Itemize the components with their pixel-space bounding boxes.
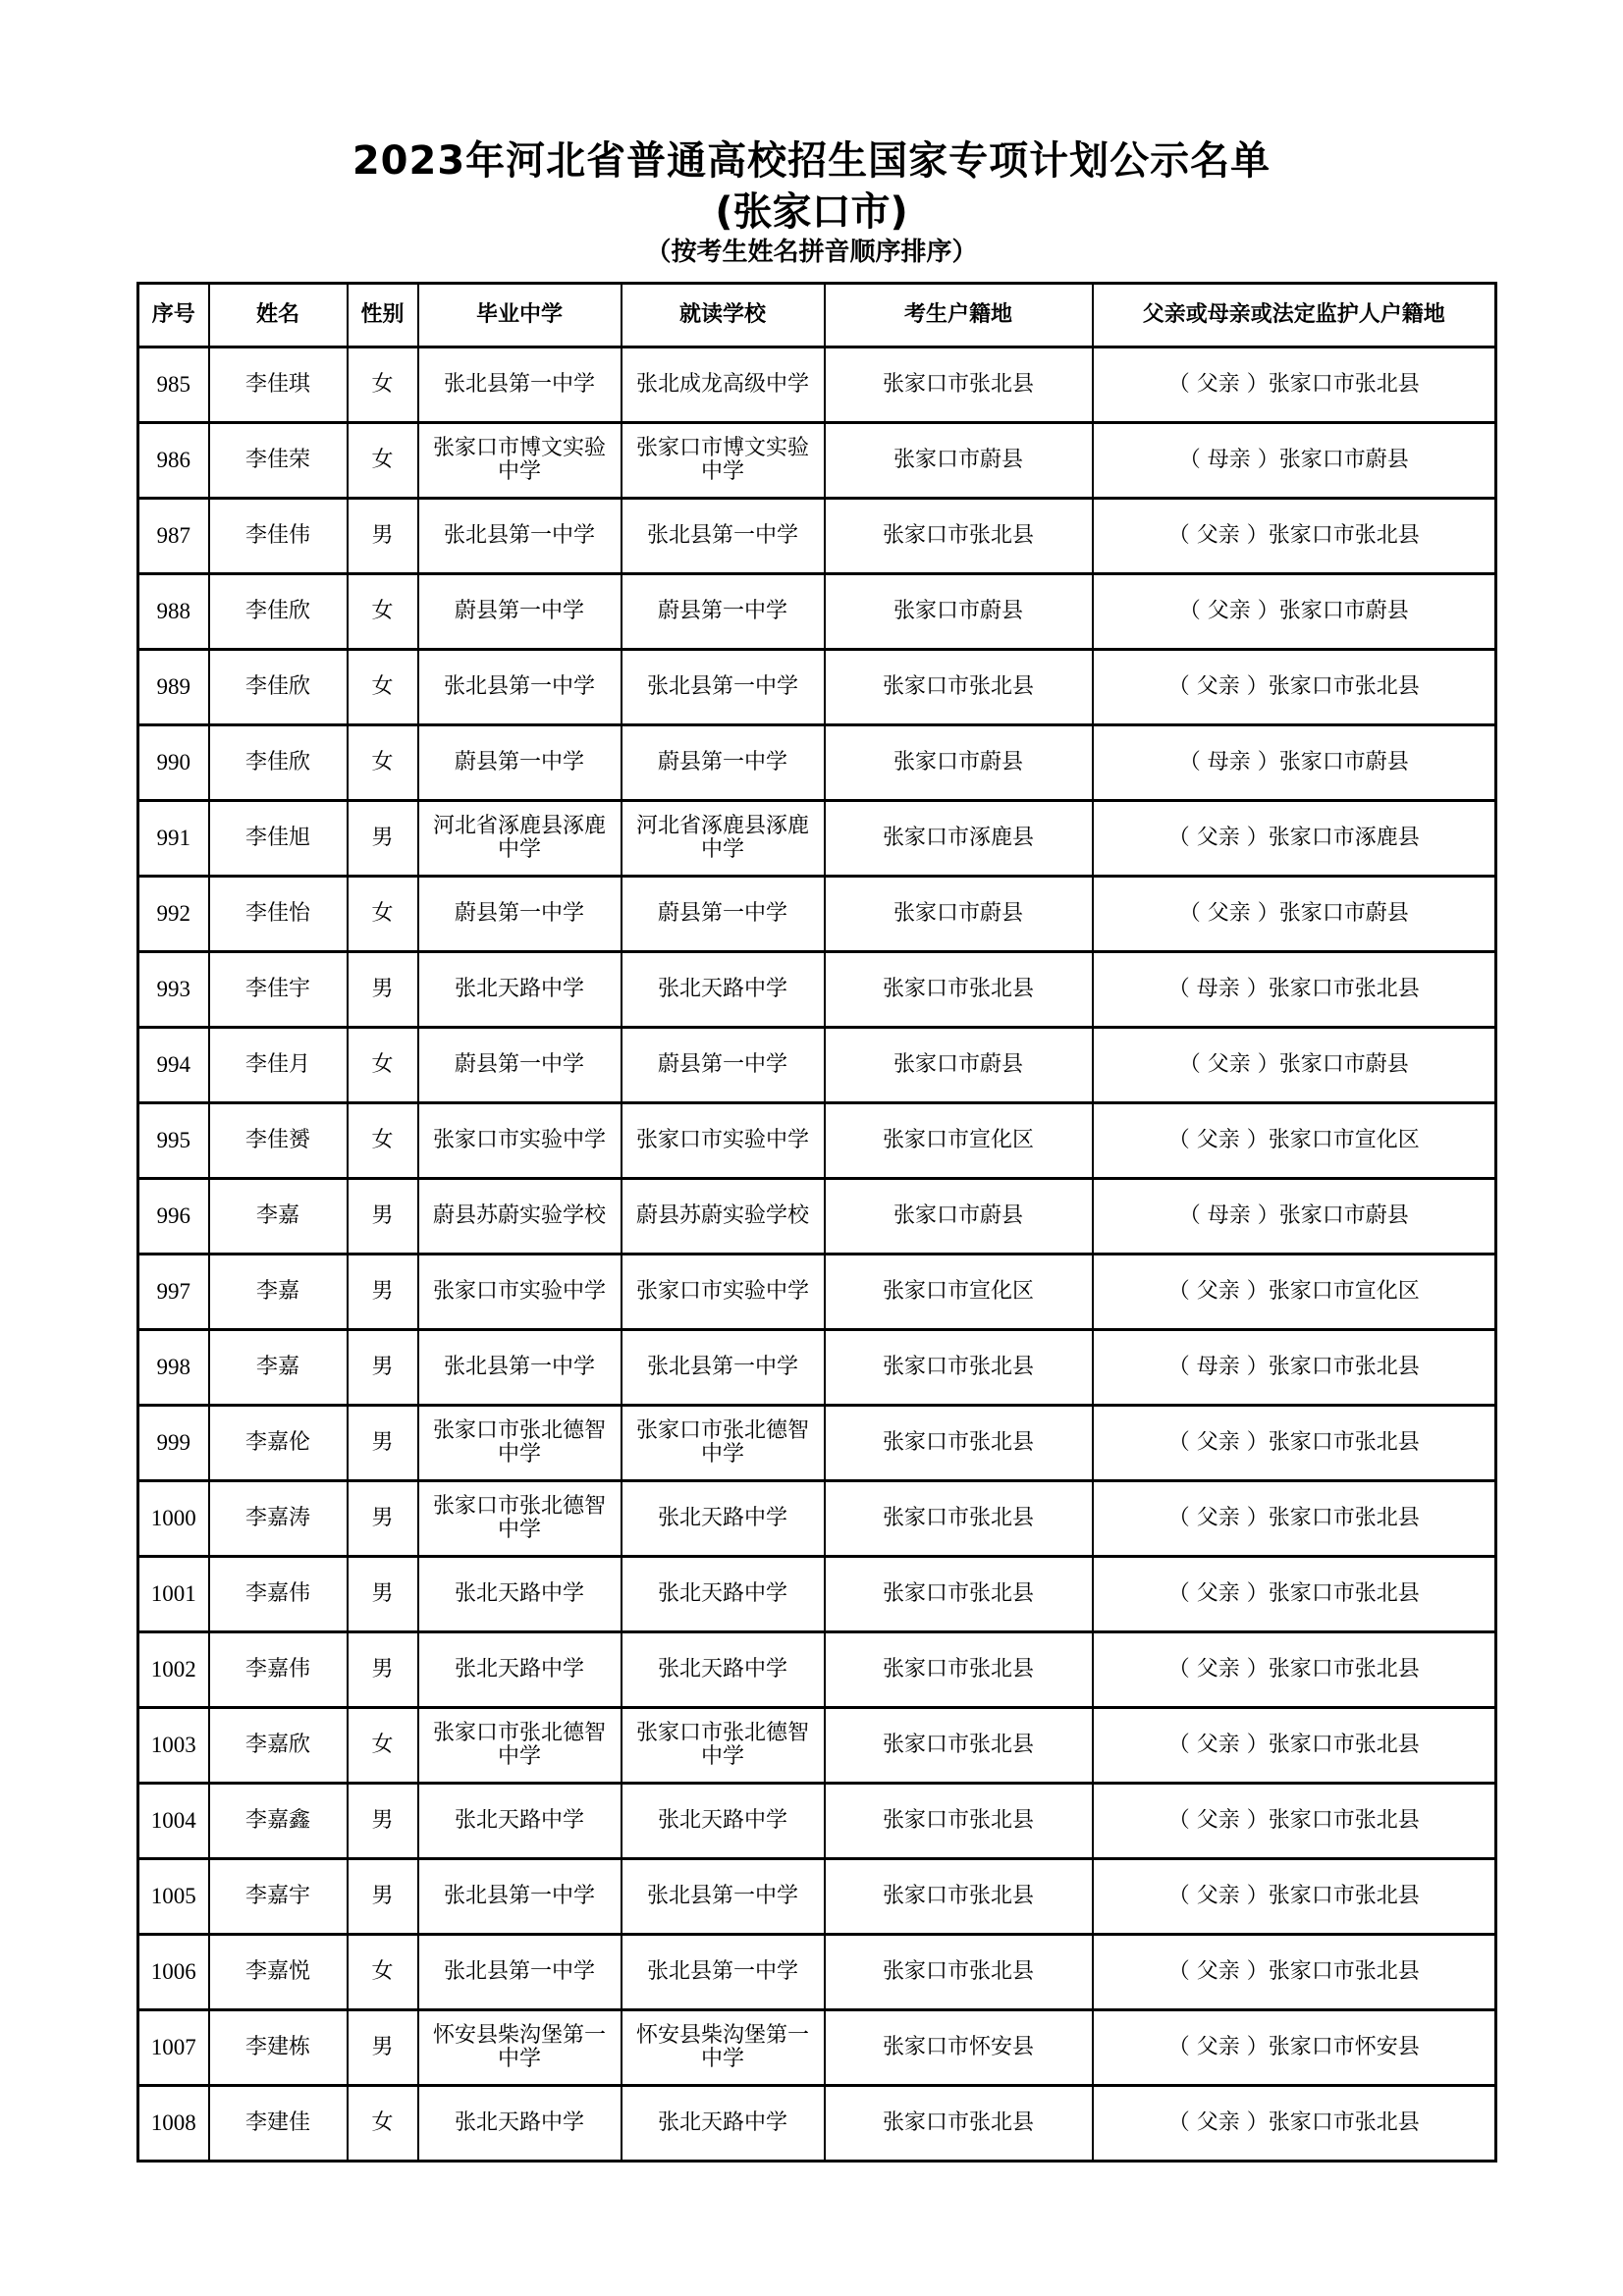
cell-candidate-hukou: 张家口市张北县: [825, 347, 1093, 423]
cell-index: 988: [138, 574, 209, 650]
cell-graduation-school: 张北县第一中学: [418, 1935, 622, 2010]
cell-gender: 男: [348, 952, 418, 1028]
cell-candidate-hukou: 张家口市张北县: [825, 1406, 1093, 1481]
table-row: [138, 650, 1496, 725]
cell-guardian-hukou: （ 父亲 ）张家口市张北县: [1093, 1557, 1496, 1632]
cell-index: 1005: [138, 1859, 209, 1935]
cell-index: 987: [138, 499, 209, 574]
cell-graduation-school: 蔚县第一中学: [418, 877, 622, 952]
cell-gender: 男: [348, 1557, 418, 1632]
cell-name: 李建佳: [209, 2086, 348, 2162]
table-row: [138, 1330, 1496, 1406]
table-row: [138, 952, 1496, 1028]
col-header-current-school: 就读学校: [622, 284, 825, 347]
cell-name: 李佳旭: [209, 801, 348, 877]
cell-guardian-hukou: （ 父亲 ）张家口市怀安县: [1093, 2010, 1496, 2086]
cell-index: 989: [138, 650, 209, 725]
cell-candidate-hukou: 张家口市宣化区: [825, 1255, 1093, 1330]
cell-gender: 女: [348, 1103, 418, 1179]
cell-current-school: 河北省涿鹿县涿鹿中学: [622, 801, 825, 877]
cell-graduation-school: 河北省涿鹿县涿鹿中学: [418, 801, 622, 877]
cell-graduation-school: 张北天路中学: [418, 2086, 622, 2162]
cell-guardian-hukou: （ 父亲 ）张家口市张北县: [1093, 1632, 1496, 1708]
cell-current-school: 怀安县柴沟堡第一中学: [622, 2010, 825, 2086]
cell-name: 李佳怡: [209, 877, 348, 952]
cell-gender: 女: [348, 725, 418, 801]
table-row: [138, 1859, 1496, 1935]
cell-graduation-school: 张家口市博文实验中学: [418, 423, 622, 499]
cell-index: 1001: [138, 1557, 209, 1632]
cell-candidate-hukou: 张家口市张北县: [825, 2086, 1093, 2162]
cell-index: 986: [138, 423, 209, 499]
cell-index: 1004: [138, 1784, 209, 1859]
cell-current-school: 张北天路中学: [622, 1557, 825, 1632]
cell-graduation-school: 怀安县柴沟堡第一中学: [418, 2010, 622, 2086]
candidate-table: [136, 282, 1497, 2163]
table-row: [138, 1255, 1496, 1330]
cell-candidate-hukou: 张家口市蔚县: [825, 423, 1093, 499]
cell-guardian-hukou: （ 母亲 ）张家口市蔚县: [1093, 725, 1496, 801]
cell-candidate-hukou: 张家口市宣化区: [825, 1103, 1093, 1179]
cell-name: 李嘉伦: [209, 1406, 348, 1481]
cell-graduation-school: 张北县第一中学: [418, 1859, 622, 1935]
cell-gender: 女: [348, 1028, 418, 1103]
cell-graduation-school: 张北县第一中学: [418, 650, 622, 725]
cell-graduation-school: 张北县第一中学: [418, 1330, 622, 1406]
cell-current-school: 张家口市实验中学: [622, 1255, 825, 1330]
cell-guardian-hukou: （ 父亲 ）张家口市蔚县: [1093, 877, 1496, 952]
cell-index: 1008: [138, 2086, 209, 2162]
table-row: [138, 1406, 1496, 1481]
cell-candidate-hukou: 张家口市张北县: [825, 1330, 1093, 1406]
cell-graduation-school: 张北天路中学: [418, 1632, 622, 1708]
cell-current-school: 张家口市博文实验中学: [622, 423, 825, 499]
cell-current-school: 张北天路中学: [622, 1784, 825, 1859]
cell-candidate-hukou: 张家口市张北县: [825, 650, 1093, 725]
cell-graduation-school: 张北天路中学: [418, 1557, 622, 1632]
cell-current-school: 张北县第一中学: [622, 650, 825, 725]
document-subtitle: (张家口市): [715, 189, 908, 235]
cell-candidate-hukou: 张家口市张北县: [825, 1557, 1093, 1632]
cell-current-school: 张北天路中学: [622, 952, 825, 1028]
cell-name: 李嘉伟: [209, 1557, 348, 1632]
cell-current-school: 张北县第一中学: [622, 1330, 825, 1406]
cell-name: 李佳欣: [209, 574, 348, 650]
cell-candidate-hukou: 张家口市张北县: [825, 1708, 1093, 1784]
cell-index: 992: [138, 877, 209, 952]
cell-guardian-hukou: （ 父亲 ）张家口市张北县: [1093, 499, 1496, 574]
cell-current-school: 张北县第一中学: [622, 499, 825, 574]
cell-index: 999: [138, 1406, 209, 1481]
cell-gender: 男: [348, 1330, 418, 1406]
table-row: [138, 423, 1496, 499]
table-row: [138, 1632, 1496, 1708]
cell-candidate-hukou: 张家口市怀安县: [825, 2010, 1093, 2086]
cell-gender: 男: [348, 801, 418, 877]
cell-current-school: 张北县第一中学: [622, 1935, 825, 2010]
cell-graduation-school: 张北县第一中学: [418, 499, 622, 574]
cell-guardian-hukou: （ 父亲 ）张家口市张北县: [1093, 2086, 1496, 2162]
cell-current-school: 张北成龙高级中学: [622, 347, 825, 423]
cell-graduation-school: 张家口市张北德智中学: [418, 1406, 622, 1481]
cell-name: 李嘉: [209, 1255, 348, 1330]
cell-gender: 女: [348, 650, 418, 725]
cell-candidate-hukou: 张家口市张北县: [825, 1859, 1093, 1935]
cell-name: 李佳欣: [209, 725, 348, 801]
cell-current-school: 张家口市张北德智中学: [622, 1406, 825, 1481]
cell-gender: 男: [348, 2010, 418, 2086]
cell-gender: 女: [348, 347, 418, 423]
cell-candidate-hukou: 张家口市涿鹿县: [825, 801, 1093, 877]
cell-current-school: 蔚县第一中学: [622, 725, 825, 801]
cell-gender: 女: [348, 877, 418, 952]
cell-index: 985: [138, 347, 209, 423]
cell-name: 李佳琪: [209, 347, 348, 423]
col-header-candidate-hukou: 考生户籍地: [825, 284, 1093, 347]
table-row: [138, 1179, 1496, 1255]
cell-guardian-hukou: （ 父亲 ）张家口市张北县: [1093, 1859, 1496, 1935]
cell-guardian-hukou: （ 父亲 ）张家口市张北县: [1093, 1935, 1496, 2010]
cell-index: 1007: [138, 2010, 209, 2086]
cell-current-school: 张家口市实验中学: [622, 1103, 825, 1179]
cell-gender: 男: [348, 1255, 418, 1330]
cell-candidate-hukou: 张家口市蔚县: [825, 1028, 1093, 1103]
cell-candidate-hukou: 张家口市张北县: [825, 1935, 1093, 2010]
cell-graduation-school: 张北天路中学: [418, 952, 622, 1028]
cell-guardian-hukou: （ 父亲 ）张家口市张北县: [1093, 347, 1496, 423]
cell-gender: 女: [348, 1708, 418, 1784]
cell-graduation-school: 蔚县第一中学: [418, 725, 622, 801]
cell-current-school: 蔚县第一中学: [622, 574, 825, 650]
table-row: [138, 1028, 1496, 1103]
col-header-gender: 性别: [348, 284, 418, 347]
cell-current-school: 蔚县苏蔚实验学校: [622, 1179, 825, 1255]
cell-index: 991: [138, 801, 209, 877]
cell-gender: 女: [348, 2086, 418, 2162]
sort-note: （按考生姓名拼音顺序排序）: [645, 238, 978, 267]
cell-candidate-hukou: 张家口市蔚县: [825, 1179, 1093, 1255]
cell-current-school: 张北天路中学: [622, 2086, 825, 2162]
cell-index: 1000: [138, 1481, 209, 1557]
cell-index: 990: [138, 725, 209, 801]
cell-candidate-hukou: 张家口市蔚县: [825, 725, 1093, 801]
table-row: [138, 1708, 1496, 1784]
cell-candidate-hukou: 张家口市张北县: [825, 952, 1093, 1028]
col-header-index: 序号: [138, 284, 209, 347]
cell-name: 李佳欣: [209, 650, 348, 725]
table-row: [138, 877, 1496, 952]
cell-gender: 女: [348, 423, 418, 499]
cell-index: 996: [138, 1179, 209, 1255]
cell-current-school: 张北天路中学: [622, 1632, 825, 1708]
cell-graduation-school: 张家口市实验中学: [418, 1255, 622, 1330]
cell-name: 李嘉: [209, 1330, 348, 1406]
cell-guardian-hukou: （ 父亲 ）张家口市张北县: [1093, 1784, 1496, 1859]
table-row: [138, 499, 1496, 574]
table-header-row: [138, 284, 1496, 347]
table-row: [138, 1784, 1496, 1859]
cell-gender: 男: [348, 1859, 418, 1935]
cell-name: 李佳赟: [209, 1103, 348, 1179]
cell-guardian-hukou: （ 母亲 ）张家口市蔚县: [1093, 1179, 1496, 1255]
table-row: [138, 725, 1496, 801]
cell-current-school: 张家口市张北德智中学: [622, 1708, 825, 1784]
cell-name: 李建栋: [209, 2010, 348, 2086]
cell-index: 994: [138, 1028, 209, 1103]
cell-gender: 男: [348, 1406, 418, 1481]
table-row: [138, 1935, 1496, 2010]
cell-name: 李嘉伟: [209, 1632, 348, 1708]
cell-candidate-hukou: 张家口市张北县: [825, 1481, 1093, 1557]
table-row: [138, 1481, 1496, 1557]
cell-current-school: 张北县第一中学: [622, 1859, 825, 1935]
cell-candidate-hukou: 张家口市张北县: [825, 1632, 1093, 1708]
cell-guardian-hukou: （ 父亲 ）张家口市宣化区: [1093, 1255, 1496, 1330]
cell-candidate-hukou: 张家口市蔚县: [825, 877, 1093, 952]
cell-name: 李佳宇: [209, 952, 348, 1028]
table-row: [138, 347, 1496, 423]
cell-graduation-school: 张北天路中学: [418, 1784, 622, 1859]
cell-guardian-hukou: （ 父亲 ）张家口市张北县: [1093, 1708, 1496, 1784]
table-row: [138, 801, 1496, 877]
cell-graduation-school: 张家口市实验中学: [418, 1103, 622, 1179]
cell-graduation-school: 蔚县苏蔚实验学校: [418, 1179, 622, 1255]
cell-gender: 女: [348, 1935, 418, 2010]
cell-graduation-school: 张家口市张北德智中学: [418, 1481, 622, 1557]
cell-graduation-school: 蔚县第一中学: [418, 1028, 622, 1103]
cell-gender: 女: [348, 574, 418, 650]
table-row: [138, 574, 1496, 650]
cell-index: 995: [138, 1103, 209, 1179]
table-row: [138, 2086, 1496, 2162]
col-header-name: 姓名: [209, 284, 348, 347]
cell-gender: 男: [348, 1481, 418, 1557]
cell-name: 李嘉: [209, 1179, 348, 1255]
cell-index: 997: [138, 1255, 209, 1330]
cell-guardian-hukou: （ 母亲 ）张家口市张北县: [1093, 1330, 1496, 1406]
document-title: 2023年河北省普通高校招生国家专项计划公示名单: [352, 138, 1271, 184]
cell-guardian-hukou: （ 父亲 ）张家口市张北县: [1093, 1481, 1496, 1557]
cell-name: 李嘉欣: [209, 1708, 348, 1784]
table-row: [138, 2010, 1496, 2086]
cell-name: 李嘉悦: [209, 1935, 348, 2010]
cell-name: 李佳月: [209, 1028, 348, 1103]
cell-graduation-school: 张家口市张北德智中学: [418, 1708, 622, 1784]
col-header-guardian-hukou: 父亲或母亲或法定监护人户籍地: [1093, 284, 1496, 347]
cell-guardian-hukou: （ 父亲 ）张家口市涿鹿县: [1093, 801, 1496, 877]
cell-index: 1003: [138, 1708, 209, 1784]
col-header-graduation-school: 毕业中学: [418, 284, 622, 347]
cell-index: 1006: [138, 1935, 209, 2010]
table-row: [138, 1557, 1496, 1632]
cell-current-school: 张北天路中学: [622, 1481, 825, 1557]
cell-guardian-hukou: （ 父亲 ）张家口市张北县: [1093, 650, 1496, 725]
cell-index: 993: [138, 952, 209, 1028]
cell-graduation-school: 张北县第一中学: [418, 347, 622, 423]
cell-candidate-hukou: 张家口市张北县: [825, 1784, 1093, 1859]
cell-current-school: 蔚县第一中学: [622, 877, 825, 952]
table-row: [138, 1103, 1496, 1179]
cell-gender: 男: [348, 1179, 418, 1255]
cell-candidate-hukou: 张家口市张北县: [825, 499, 1093, 574]
cell-graduation-school: 蔚县第一中学: [418, 574, 622, 650]
cell-guardian-hukou: （ 父亲 ）张家口市蔚县: [1093, 1028, 1496, 1103]
cell-name: 李嘉涛: [209, 1481, 348, 1557]
cell-guardian-hukou: （ 父亲 ）张家口市张北县: [1093, 1406, 1496, 1481]
cell-guardian-hukou: （ 母亲 ）张家口市张北县: [1093, 952, 1496, 1028]
cell-current-school: 蔚县第一中学: [622, 1028, 825, 1103]
cell-guardian-hukou: （ 母亲 ）张家口市蔚县: [1093, 423, 1496, 499]
cell-name: 李佳荣: [209, 423, 348, 499]
cell-name: 李嘉鑫: [209, 1784, 348, 1859]
cell-candidate-hukou: 张家口市蔚县: [825, 574, 1093, 650]
cell-guardian-hukou: （ 父亲 ）张家口市蔚县: [1093, 574, 1496, 650]
cell-guardian-hukou: （ 父亲 ）张家口市宣化区: [1093, 1103, 1496, 1179]
cell-gender: 男: [348, 499, 418, 574]
cell-name: 李佳伟: [209, 499, 348, 574]
cell-index: 998: [138, 1330, 209, 1406]
cell-gender: 男: [348, 1632, 418, 1708]
cell-gender: 男: [348, 1784, 418, 1859]
cell-name: 李嘉宇: [209, 1859, 348, 1935]
cell-index: 1002: [138, 1632, 209, 1708]
